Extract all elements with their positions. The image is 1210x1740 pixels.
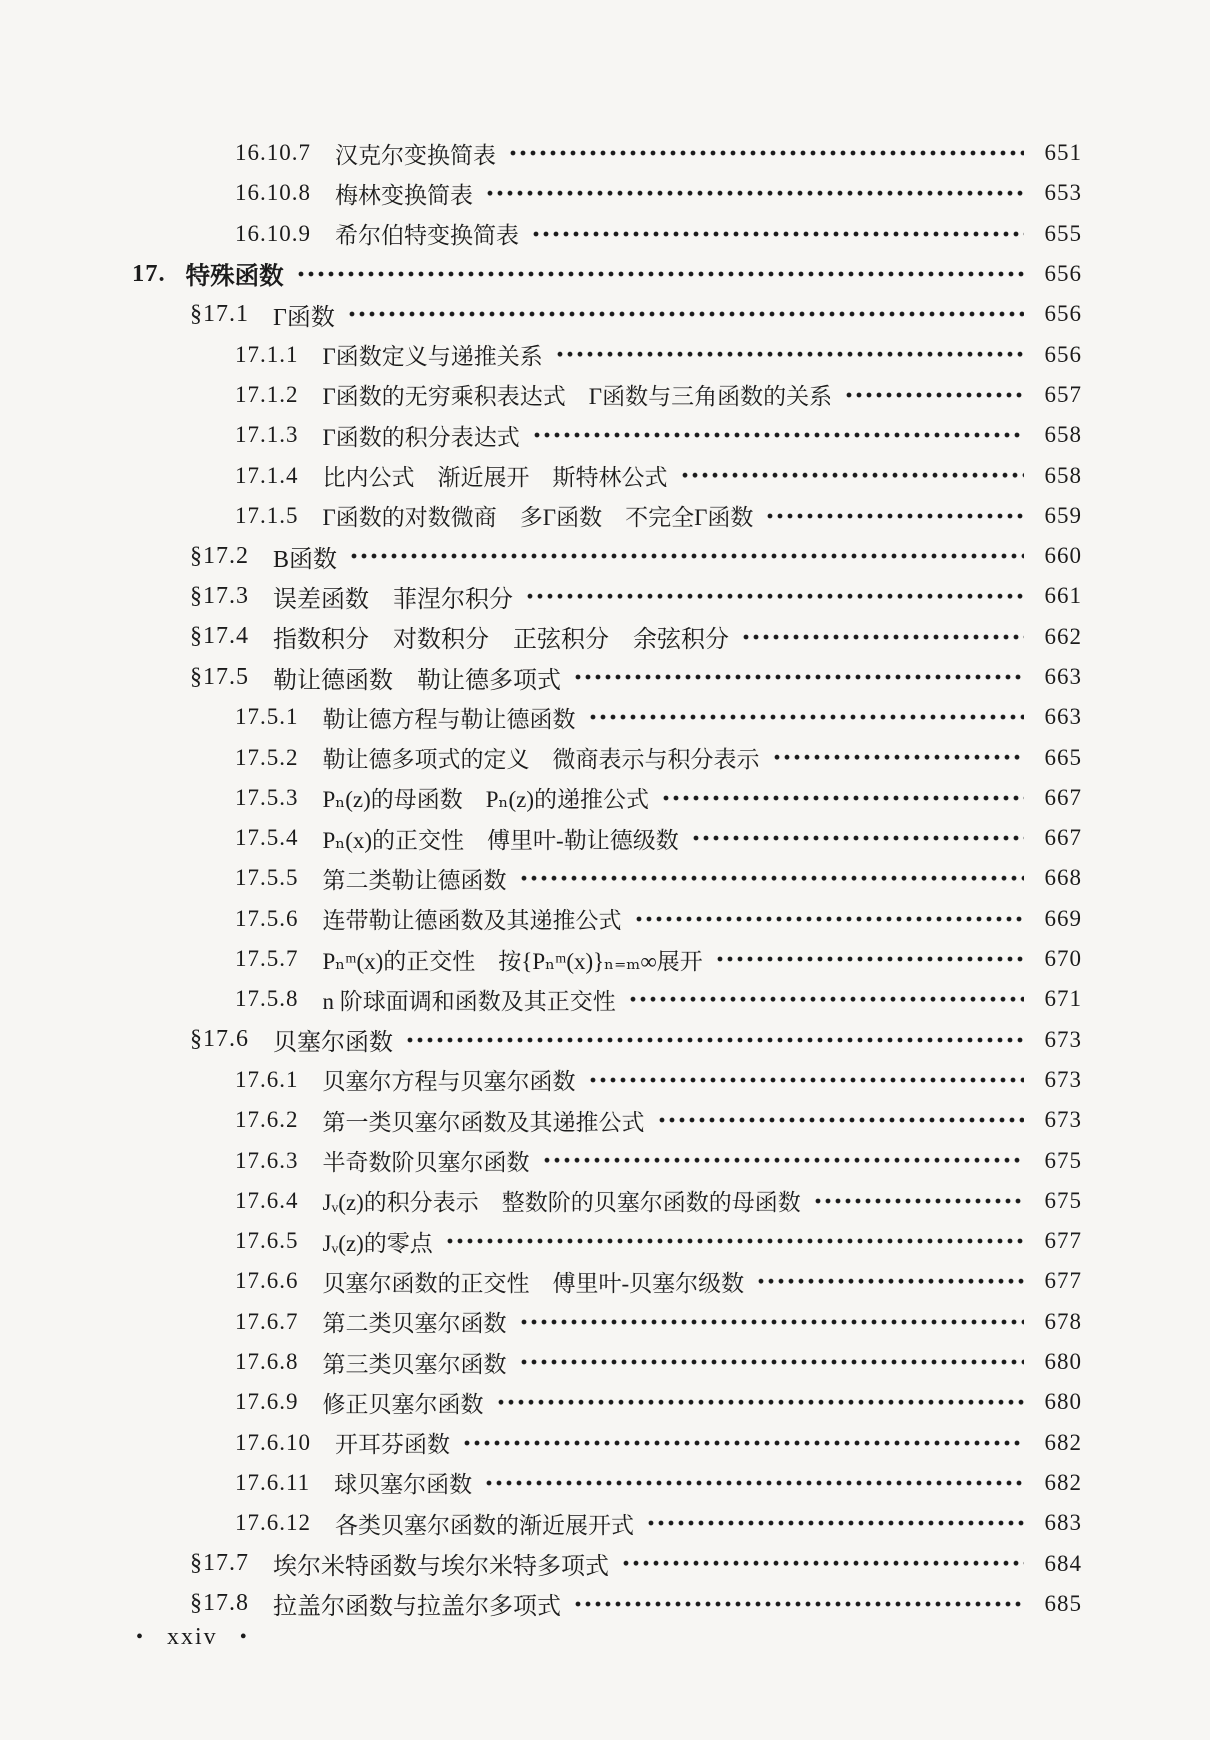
entry-number: 17.6.7 xyxy=(235,1308,299,1334)
entry-title: Γ函数的积分表达式 xyxy=(322,424,520,450)
entry-number: 17.5.3 xyxy=(235,784,299,810)
entry-page: 665 xyxy=(1044,744,1082,770)
dot-leader xyxy=(484,1463,1024,1503)
entry-number: 17.1.2 xyxy=(235,381,299,407)
dot-leader xyxy=(405,1020,1024,1060)
toc-entry xyxy=(0,1100,1210,1140)
entry-title: 修正贝塞尔函数 xyxy=(322,1391,484,1417)
toc-entry xyxy=(0,1382,1210,1422)
entry-title: Γ函数定义与递推关系 xyxy=(322,344,543,370)
entry-title: 第二类勒让德函数 xyxy=(322,867,507,893)
entry-number: 17.5.5 xyxy=(235,865,299,891)
entry-number: 17.1.5 xyxy=(235,502,299,528)
entry-number: §17.7 xyxy=(190,1550,249,1577)
entry-number: 17.6.2 xyxy=(235,1107,299,1133)
toc-entry xyxy=(0,979,1210,1019)
entry-title: Γ函数的对数微商 多Γ函数 不完全Γ函数 xyxy=(322,505,754,531)
entry-title: n 阶球面调和函数及其正交性 xyxy=(322,988,616,1014)
entry-title: Jᵥ(z)的零点 xyxy=(322,1230,433,1256)
toc-entry xyxy=(0,1020,1210,1060)
entry-number: 16.10.9 xyxy=(235,220,311,246)
toc-entry xyxy=(0,294,1210,334)
entry-page: 661 xyxy=(1044,583,1082,609)
dot-leader xyxy=(531,214,1024,254)
toc-entry xyxy=(0,576,1210,616)
entry-number: 17.5.7 xyxy=(235,946,299,972)
dot-leader xyxy=(542,1140,1025,1180)
dot-leader xyxy=(462,1423,1024,1463)
entry-number: 17.5.8 xyxy=(235,986,299,1012)
entry-title: Pₙᵐ(x)的正交性 按{Pₙᵐ(x)}ₙ₌ₘ∞展开 xyxy=(322,948,703,974)
entry-title: 误差函数 菲涅尔积分 xyxy=(273,586,513,613)
entry-page: 657 xyxy=(1044,381,1082,407)
entry-number: 17.6.3 xyxy=(235,1147,299,1173)
entry-number: 17.5.1 xyxy=(235,704,299,730)
entry-page: 656 xyxy=(1044,341,1082,367)
entry-title: 第一类贝塞尔函数及其递推公式 xyxy=(322,1109,645,1135)
entry-page: 682 xyxy=(1044,1469,1082,1495)
entry-title: 勒让德多项式的定义 微商表示与积分表示 xyxy=(322,747,760,773)
dot-leader xyxy=(496,1382,1025,1422)
dot-leader xyxy=(349,536,1024,576)
entry-title: 球贝塞尔函数 xyxy=(334,1472,473,1498)
entry-page: 680 xyxy=(1044,1349,1082,1375)
entry-page: 673 xyxy=(1044,1066,1082,1092)
entry-title: Pₙ(z)的母函数 Pₙ(z)的递推公式 xyxy=(322,787,650,813)
dot-leader xyxy=(772,737,1025,777)
page-footer xyxy=(136,1624,249,1651)
entry-page: 669 xyxy=(1044,905,1082,931)
entry-number: §17.4 xyxy=(190,623,249,650)
dot-leader xyxy=(555,334,1024,374)
dot-leader xyxy=(296,254,1024,294)
entry-page: 656 xyxy=(1044,301,1082,327)
entry-title: 希尔伯特变换简表 xyxy=(335,223,519,249)
entry-number: 17.6.1 xyxy=(235,1066,299,1092)
entry-number: §17.1 xyxy=(190,300,249,327)
entry-number: 17.6.4 xyxy=(235,1187,299,1213)
toc-entry xyxy=(0,1221,1210,1261)
toc-entry xyxy=(0,173,1210,213)
entry-title: 贝塞尔方程与贝塞尔函数 xyxy=(322,1069,576,1095)
entry-title: 指数积分 对数积分 正弦积分 余弦积分 xyxy=(273,627,729,654)
toc-entry xyxy=(0,617,1210,657)
entry-title: 特殊函数 xyxy=(185,262,284,290)
entry-number: 17. xyxy=(132,260,166,288)
dot-leader xyxy=(657,1100,1025,1140)
dot-leader xyxy=(445,1221,1024,1261)
footer-right-bullet: • xyxy=(239,1626,249,1648)
entry-page: 667 xyxy=(1044,784,1082,810)
dot-leader xyxy=(588,697,1025,737)
dot-leader xyxy=(519,1342,1025,1382)
entry-number: 17.1.1 xyxy=(235,341,299,367)
toc-entry xyxy=(0,778,1210,818)
dot-leader xyxy=(634,899,1025,939)
entry-title: 开耳芬函数 xyxy=(335,1432,450,1458)
entry-number: §17.2 xyxy=(190,542,249,569)
entry-page: 673 xyxy=(1044,1107,1082,1133)
dot-leader xyxy=(508,133,1024,173)
dot-leader xyxy=(691,818,1024,858)
dot-leader xyxy=(525,576,1024,616)
dot-leader xyxy=(588,1060,1025,1100)
toc-entry xyxy=(0,375,1210,415)
entry-page: 677 xyxy=(1044,1228,1082,1254)
entry-page: 673 xyxy=(1044,1026,1082,1052)
dot-leader xyxy=(519,858,1025,898)
entry-number: 17.1.3 xyxy=(235,422,299,448)
entry-number: 17.6.10 xyxy=(235,1429,311,1455)
entry-title: 勒让德方程与勒让德函数 xyxy=(322,706,576,732)
toc-entry xyxy=(0,737,1210,777)
entry-page: 685 xyxy=(1044,1590,1082,1616)
toc-entry xyxy=(0,1140,1210,1180)
toc-entry xyxy=(0,899,1210,939)
toc-entry xyxy=(0,939,1210,979)
dot-leader xyxy=(628,979,1024,1019)
entry-number: 17.6.8 xyxy=(235,1349,299,1375)
entry-title: 勒让德函数 勒让德多项式 xyxy=(273,667,561,694)
toc-entry xyxy=(0,858,1210,898)
entry-title: 各类贝塞尔函数的渐近展开式 xyxy=(335,1512,634,1538)
entry-page: 675 xyxy=(1044,1187,1082,1213)
entry-title: Jᵥ(z)的积分表示 整数阶的贝塞尔函数的母函数 xyxy=(322,1190,801,1216)
entry-page: 656 xyxy=(1044,261,1082,287)
dot-leader xyxy=(765,496,1024,536)
entry-number: 17.1.4 xyxy=(235,462,299,488)
toc-entry xyxy=(0,1503,1210,1543)
entry-page: 663 xyxy=(1044,704,1082,730)
toc-entry xyxy=(0,536,1210,576)
entry-title: 拉盖尔函数与拉盖尔多项式 xyxy=(273,1594,561,1621)
footer-left-bullet: • xyxy=(136,1626,146,1648)
entry-number: 16.10.7 xyxy=(235,140,311,166)
dot-leader xyxy=(756,1261,1024,1301)
entry-page: 677 xyxy=(1044,1268,1082,1294)
entry-title: 贝塞尔函数的正交性 傅里叶-贝塞尔级数 xyxy=(322,1270,745,1296)
table-of-contents xyxy=(0,133,1210,1624)
toc-entry xyxy=(0,254,1210,294)
dot-leader xyxy=(573,1584,1024,1624)
toc-entry xyxy=(0,334,1210,374)
toc-entry xyxy=(0,818,1210,858)
toc-entry xyxy=(0,133,1210,173)
entry-page: 655 xyxy=(1044,220,1082,246)
entry-number: §17.6 xyxy=(190,1026,249,1053)
entry-page: 662 xyxy=(1044,623,1082,649)
entry-number: 17.5.6 xyxy=(235,905,299,931)
entry-title: 贝塞尔函数 xyxy=(273,1030,393,1057)
entry-title: 梅林变换简表 xyxy=(335,182,473,208)
dot-leader xyxy=(621,1543,1024,1583)
entry-page: 658 xyxy=(1044,462,1082,488)
entry-number: 17.6.6 xyxy=(235,1268,299,1294)
toc-entry xyxy=(0,1543,1210,1583)
dot-leader xyxy=(844,375,1024,415)
entry-title: 第三类贝塞尔函数 xyxy=(322,1351,507,1377)
entry-number: 17.6.11 xyxy=(235,1469,311,1495)
entry-title: 半奇数阶贝塞尔函数 xyxy=(322,1150,530,1176)
entry-number: 17.6.9 xyxy=(235,1389,299,1415)
dot-leader xyxy=(813,1181,1024,1221)
toc-entry xyxy=(0,455,1210,495)
entry-number: 17.6.12 xyxy=(235,1510,311,1536)
entry-title: 汉克尔变换简表 xyxy=(335,142,496,168)
entry-title: Γ函数 xyxy=(273,304,335,331)
entry-page: 671 xyxy=(1044,986,1082,1012)
entry-page: 670 xyxy=(1044,946,1082,972)
toc-entry xyxy=(0,1181,1210,1221)
toc-entry xyxy=(0,415,1210,455)
entry-number: §17.5 xyxy=(190,663,249,690)
toc-entry xyxy=(0,1060,1210,1100)
entry-number: §17.8 xyxy=(190,1590,249,1617)
dot-leader xyxy=(680,455,1025,495)
entry-page: 668 xyxy=(1044,865,1082,891)
entry-title: B函数 xyxy=(273,546,338,573)
entry-number: 16.10.8 xyxy=(235,180,311,206)
entry-title: 比内公式 渐近展开 斯特林公式 xyxy=(322,465,668,491)
dot-leader xyxy=(715,939,1024,979)
dot-leader xyxy=(573,657,1024,697)
entry-page: 667 xyxy=(1044,825,1082,851)
toc-entry xyxy=(0,1584,1210,1624)
toc-entry xyxy=(0,1261,1210,1301)
entry-number: 17.5.2 xyxy=(235,744,299,770)
entry-page: 663 xyxy=(1044,664,1082,689)
dot-leader xyxy=(741,617,1024,657)
entry-title: Pₙ(x)的正交性 傅里叶-勒让德级数 xyxy=(322,827,679,853)
entry-title: 连带勒让德函数及其递推公式 xyxy=(322,908,622,934)
entry-page: 675 xyxy=(1044,1147,1082,1173)
dot-leader xyxy=(485,173,1024,213)
entry-page: 678 xyxy=(1044,1308,1082,1334)
entry-page: 680 xyxy=(1044,1389,1082,1415)
toc-entry xyxy=(0,697,1210,737)
dot-leader xyxy=(646,1503,1024,1543)
toc-entry xyxy=(0,496,1210,536)
entry-title: 第二类贝塞尔函数 xyxy=(322,1311,507,1337)
entry-title: 埃尔米特函数与埃尔米特多项式 xyxy=(273,1554,609,1581)
dot-leader xyxy=(519,1302,1025,1342)
entry-page: 651 xyxy=(1044,140,1082,166)
dot-leader xyxy=(532,415,1024,455)
entry-number: 17.6.5 xyxy=(235,1228,299,1254)
folio-roman-numeral: xxiv xyxy=(167,1624,218,1650)
toc-entry xyxy=(0,1342,1210,1382)
dot-leader xyxy=(347,294,1024,334)
entry-number: 17.5.4 xyxy=(235,825,299,851)
toc-entry xyxy=(0,1302,1210,1342)
entry-page: 659 xyxy=(1044,502,1082,528)
toc-entry xyxy=(0,1463,1210,1503)
toc-entry xyxy=(0,1423,1210,1463)
entry-title: Γ函数的无穷乘积表达式 Γ函数与三角函数的关系 xyxy=(322,384,833,410)
entry-number: §17.3 xyxy=(190,582,249,609)
entry-page: 658 xyxy=(1044,422,1082,448)
entry-page: 660 xyxy=(1044,543,1082,569)
entry-page: 684 xyxy=(1044,1550,1082,1576)
toc-entry xyxy=(0,214,1210,254)
toc-entry xyxy=(0,657,1210,697)
entry-page: 683 xyxy=(1044,1510,1082,1536)
entry-page: 653 xyxy=(1044,180,1082,206)
dot-leader xyxy=(661,778,1024,818)
entry-page: 682 xyxy=(1044,1429,1082,1455)
